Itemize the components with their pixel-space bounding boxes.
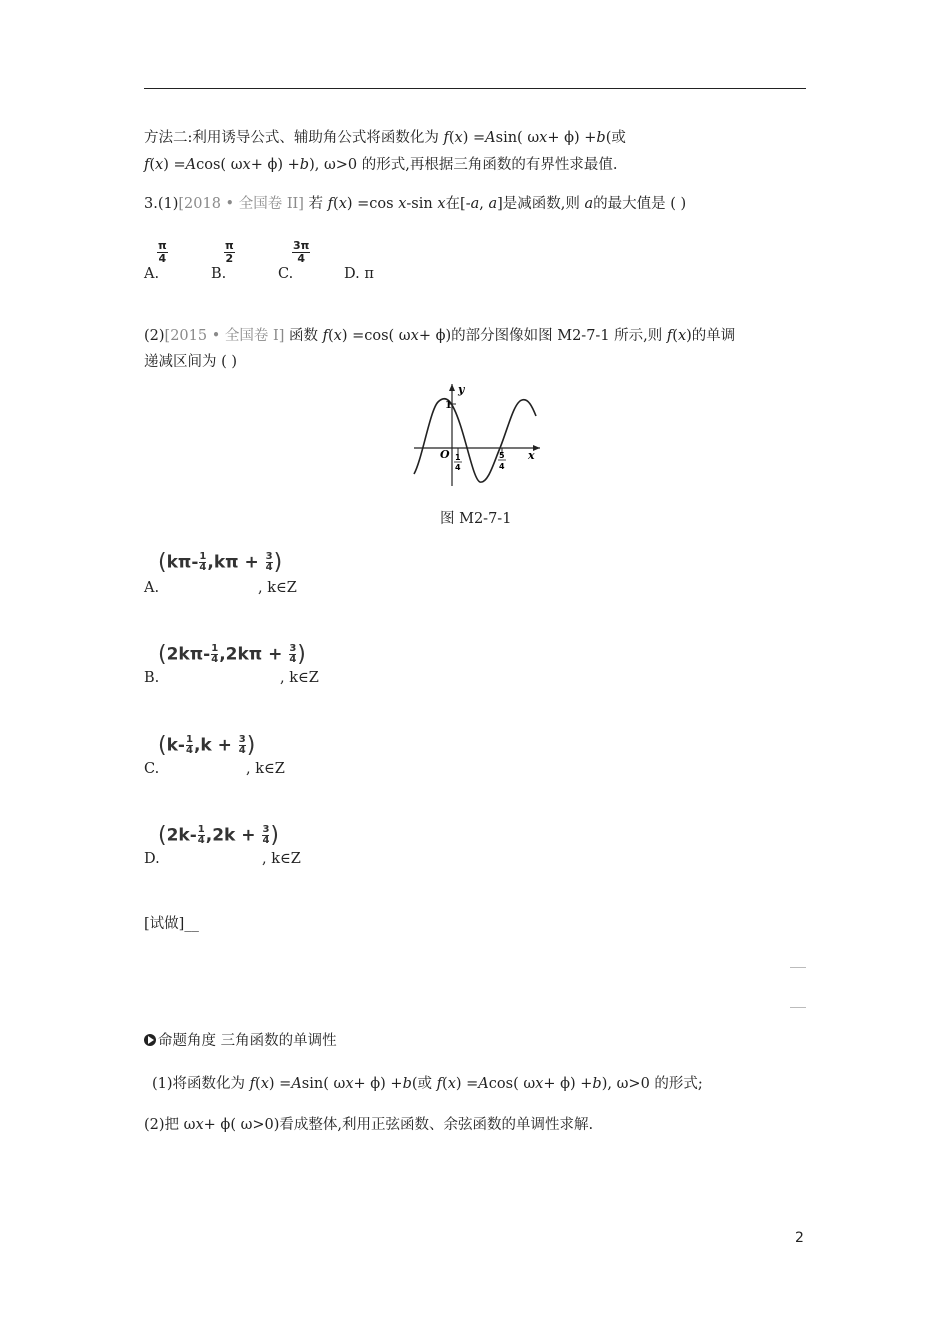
- angle-title: 命题角度 三角函数的单调性: [144, 1029, 337, 1050]
- option-b-interval: (2kπ- $\frac{1}{4}$ ,2kπ + $\frac{3}{4}$ ): [158, 642, 306, 667]
- option-d-label: D.: [144, 851, 160, 867]
- option-c-fraction: $\frac{3\pi}{4}$: [293, 239, 310, 266]
- source-tag: [2018 • 全国卷 II]: [178, 196, 304, 212]
- option-a: A.: [144, 266, 160, 282]
- cosine-graph: [410, 380, 545, 490]
- x-axis-label: x: [528, 449, 535, 462]
- tick1-num: 1: [455, 453, 461, 462]
- angle-item-1: (1)将函数化为 f(x) =Asin( ωx+ ϕ) +b(或 f(x) =Acos( ωx+ ϕ) +b), ω>0 的形式;: [152, 1076, 703, 1092]
- tick1-den: 4: [455, 463, 461, 472]
- option-b-label: B.: [144, 670, 160, 686]
- question-3-2: (2)[2015 • 全国卷 I] 函数 f(x) =cos( ωx+ ϕ)的部分图像如图 M2-7-1 所示,则 f(x)的单调: [144, 328, 736, 344]
- cosine-curve: [414, 399, 536, 482]
- angle-item-2: (2)把 ωx+ ϕ( ω>0)看成整体,利用正弦函数、余弦函数的单调性求解.: [144, 1117, 594, 1133]
- margin-dash-2: [790, 1007, 806, 1008]
- page-number: 2: [795, 1230, 804, 1246]
- tick2-num: 5: [499, 451, 505, 460]
- option-b: B.: [211, 266, 227, 282]
- question-3-1: 3.(1)[2018 • 全国卷 II] 若 f(x) =cos x-sin x在[-a, a]是减函数,则 a的最大值是 ( ): [144, 196, 687, 212]
- option-b-fraction: $\frac{\pi}{2}$: [225, 239, 234, 266]
- header-rule: [144, 88, 806, 89]
- option-c: C.: [278, 266, 294, 282]
- source-tag: [2015 • 全国卷 I]: [164, 328, 285, 344]
- try-label: [试做]__: [144, 916, 199, 932]
- y-axis-label: y: [458, 383, 465, 396]
- option-c-interval: (k- $\frac{1}{4}$ ,k + $\frac{3}{4}$ ): [158, 733, 256, 758]
- option-c-label: C.: [144, 761, 160, 777]
- origin-label: O: [440, 448, 450, 461]
- y-one-label: 1: [445, 400, 452, 411]
- method2-line2: f(x) =Acos( ωx+ ϕ) +b), ω>0 的形式,再根据三角函数的有界性求最值.: [144, 157, 618, 173]
- option-c-tail: , k∈Z: [246, 761, 285, 777]
- figure-caption: 图 M2-7-1: [440, 511, 512, 527]
- option-b-tail: , k∈Z: [280, 670, 319, 686]
- question-3-2-line2: 递减区间为 ( ): [144, 354, 238, 370]
- y-axis-arrow: [449, 384, 455, 391]
- tick2-den: 4: [499, 462, 505, 471]
- method2-line1: 方法二:利用诱导公式、辅助角公式将函数化为 f(x) =Asin( ωx+ ϕ) +b(或: [144, 130, 626, 146]
- option-d-interval: (2k- $\frac{1}{4}$ ,2k + $\frac{3}{4}$ ): [158, 823, 280, 848]
- option-d-tail: , k∈Z: [262, 851, 301, 867]
- option-a-fraction: $\frac{\pi}{4}$: [158, 239, 167, 266]
- option-a-interval: (kπ- $\frac{1}{4}$ ,kπ + $\frac{3}{4}$ ): [158, 550, 283, 575]
- option-a-label: A.: [144, 580, 160, 596]
- margin-dash-1: [790, 967, 806, 968]
- option-d: D. π: [344, 266, 374, 282]
- play-circle-icon: [144, 1034, 156, 1046]
- option-a-tail: , k∈Z: [258, 580, 297, 596]
